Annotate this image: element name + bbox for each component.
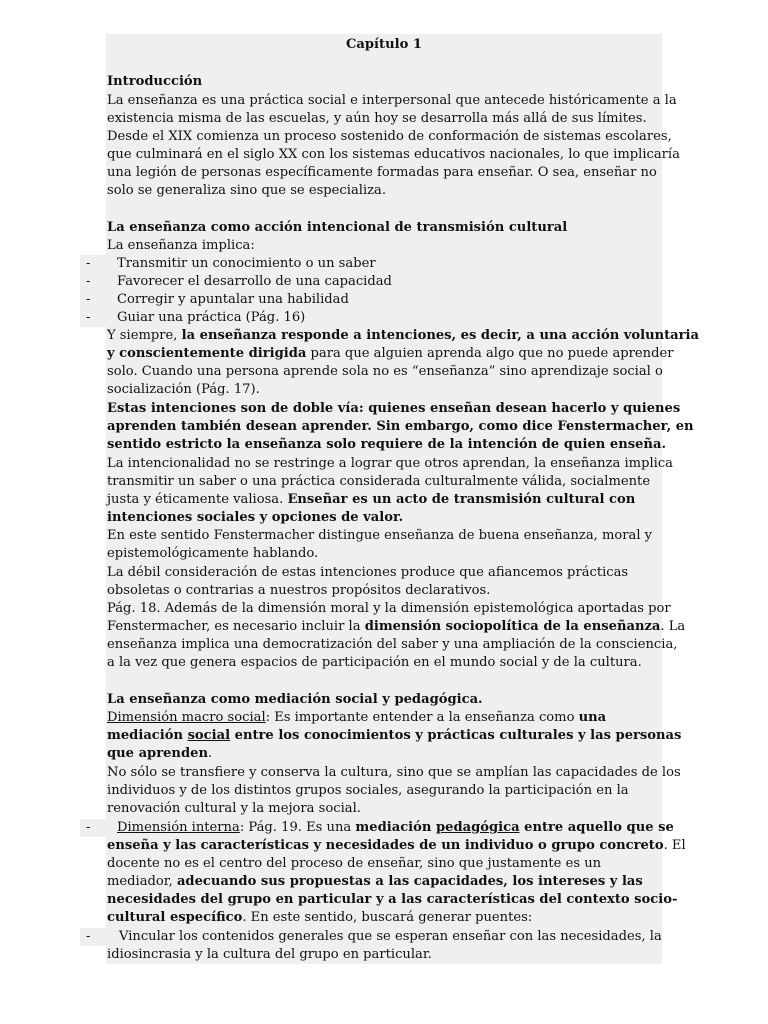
paragraph-line: La débil consideración de estas intenciones produce que afiancemos prácticas [107,565,629,580]
text-run-bold: mediación [107,728,188,743]
paragraph-line: idiosincrasia y la cultura del grupo en particular. [107,947,432,962]
text-run-bold: que aprenden [107,746,208,761]
paragraph-line: a la vez que genera espacios de participación en el mundo social y de la cultura. [107,655,642,670]
section-heading: La enseñanza como mediación social y pedagógica. [107,692,483,707]
paragraph-line: enseñanza implica una democratización del saber y una ampliación de la consciencia, [107,637,678,652]
intro-line: una legión de personas específicamente formadas para enseñar. O sea, enseñar no [107,165,657,180]
paragraph-line-bold: Estas intenciones son de doble vía: quienes enseñan desean hacerlo y quienes [107,401,681,416]
bullet-bg [80,819,107,837]
text-run: . [207,746,213,761]
paragraph-line-bold: aprenden también desean aprender. Sin embargo, como dice Fenstermacher, en [107,419,694,434]
intro-line: La enseñanza es una práctica social e interpersonal que antecede históricamente a la [107,93,677,108]
paragraph-line [107,327,699,345]
text-run-bold: adecuando sus propuestas a las capacidades, los intereses y las [176,874,643,889]
text-run-bold: entre los conocimientos y prácticas culturales y las personas [230,728,682,743]
text-run: : Pág. 19. Es una [239,820,356,835]
text-run: : Es importante entender a la enseñanza como [265,710,579,725]
underlined-word: pedagógica [435,820,520,835]
list-item: Guiar una práctica (Pág. 16) [117,310,306,325]
text-run: . El [663,838,686,853]
chapter-title: Capítulo 1 [346,37,422,52]
text-run-bold: mediación [355,820,436,835]
paragraph-line [107,837,686,855]
bullet-marker: - [86,292,91,307]
paragraph-line: Pág. 18. Además de la dimensión moral y la dimensión epistemológica aportadas por [107,601,671,616]
bullet-bg [80,291,107,309]
paragraph-line [107,345,673,363]
text-run-bold: la enseñanza responde a intenciones, es decir, a una acción voluntaria [181,328,700,343]
underlined-word: social [187,728,231,743]
text-run-bold: y conscientemente dirigida [107,346,307,361]
paragraph-line: No sólo se transfiere y conserva la cultura, sino que se amplían las capacidades de los [107,765,681,780]
section-intro: La enseñanza implica: [107,238,255,253]
list-item: Transmitir un conocimiento o un saber [117,256,376,271]
paragraph-line: individuos y de los distintos grupos sociales, asegurando la participación en la [107,783,629,798]
bullet-bg [80,928,107,946]
text-run-bold: entre aquello que se [519,820,674,835]
list-item [117,819,674,837]
text-run-bold: enseña y las características y necesidades de un individuo o grupo concreto [107,838,664,853]
paragraph-line: obsoletas o contrarias a nuestros propósitos declarativos. [107,583,491,598]
list-item: Favorecer el desarrollo de una capacidad [117,274,392,289]
text-run: Y siempre, [107,328,182,343]
bullet-marker: - [86,256,91,271]
paragraph-line: socialización (Pág. 17). [107,382,260,397]
paragraph-line: La intencionalidad no se restringe a lograr que otros aprendan, la enseñanza implica [107,456,673,471]
bullet-bg [80,273,107,291]
text-run: para que alguien aprenda algo que no puede aprender [306,346,674,361]
paragraph-line: transmitir un saber o una práctica considerada culturalmente válida, socialmente [107,474,651,489]
paragraph-line [107,909,532,927]
intro-line: Desde el XIX comienza un proceso sostenido de conformación de sistemas escolares, [107,129,672,144]
text-run-bold: una [578,710,607,725]
text-run-bold: cultural específico [107,910,243,925]
paragraph-line [107,618,685,636]
intro-line: solo se generaliza sino que se especializa. [107,183,386,198]
paragraph-line [107,873,643,891]
section-heading: La enseñanza como acción intencional de transmisión cultural [107,220,568,235]
paragraph-line [107,491,635,509]
paragraph-line [107,745,212,763]
intro-line: existencia misma de las escuelas, y aún hoy se desarrolla más allá de sus límites. [107,111,647,126]
bullet-marker: - [86,310,91,325]
paragraph-line-bold: necesidades del grupo en particular y a las características del contexto socio- [107,892,678,907]
paragraph-line: epistemológicamente hablando. [107,546,319,561]
bullet-bg [80,255,107,273]
text-run-bold: Enseñar es un acto de transmisión cultural con [287,492,636,507]
paragraph-line-bold: sentido estricto la enseñanza solo requiere de la intención de quien enseña. [107,437,666,452]
text-run: . La [660,619,686,634]
paragraph-line: docente no es el centro del proceso de enseñar, sino que justamente es un [107,856,602,871]
text-run: justa y éticamente valiosa. [107,492,288,507]
bullet-marker: - [86,274,91,289]
intro-heading: Introducción [107,74,203,89]
paragraph-line-bold: intenciones sociales y opciones de valor. [107,510,404,525]
list-item: Vincular los contenidos generales que se esperan enseñar con las necesidades, la [119,929,662,944]
underlined-label: Dimensión interna [117,820,240,835]
intro-line: que culminará en el siglo XX con los sistemas educativos nacionales, lo que implicaría [107,147,680,162]
paragraph-line: renovación cultural y la mejora social. [107,801,361,816]
list-item: Corregir y apuntalar una habilidad [117,292,349,307]
paragraph-line-bold [107,727,681,745]
bullet-bg [80,309,107,327]
paragraph-line [107,709,606,727]
underlined-label: Dimensión macro social [107,710,266,725]
text-run: . En este sentido, buscará generar puentes: [242,910,533,925]
text-run-bold: dimensión sociopolítica de la enseñanza [364,619,661,634]
text-run: Fenstermacher, es necesario incluir la [107,619,365,634]
text-run: mediador, [107,874,177,889]
paragraph-line: En este sentido Fenstermacher distingue enseñanza de buena enseñanza, moral y [107,528,653,543]
paragraph-line: solo. Cuando una persona aprende sola no es “enseñanza” sino aprendizaje social o [107,364,663,379]
bullet-marker: - [86,929,91,944]
bullet-marker: - [86,820,91,835]
